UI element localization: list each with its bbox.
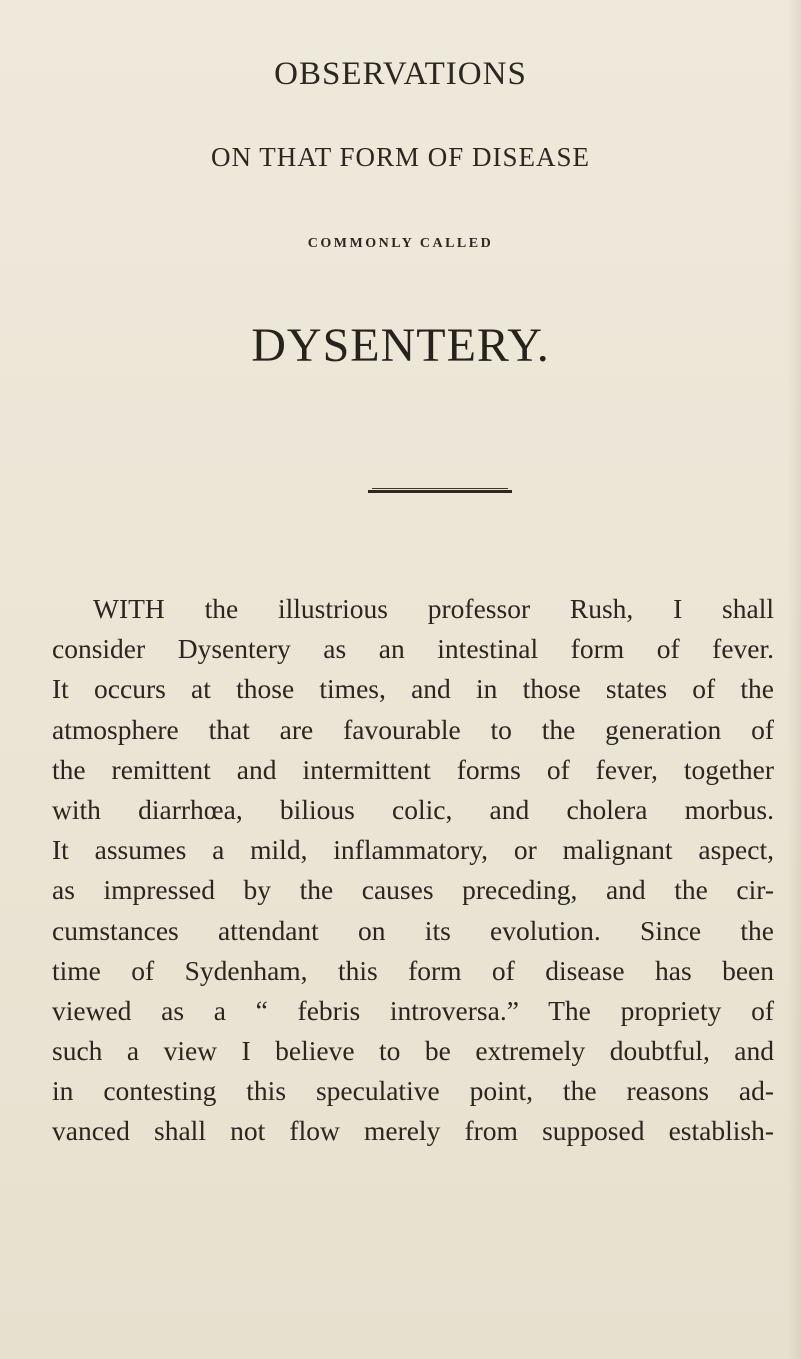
text-line: in contesting this speculative point, the reasons ad- <box>52 1075 774 1107</box>
ornamental-rule <box>368 488 512 493</box>
title-dysentery: DYSENTERY. <box>251 319 550 372</box>
text-line: It occurs at those times, and in those states of the <box>52 673 774 705</box>
text-line: as impressed by the causes preceding, and the cir- <box>52 874 774 906</box>
text-line: consider Dysentery as an intestinal form of fever. <box>52 633 774 665</box>
text-line: such a view I believe to be extremely doubtful, and <box>52 1035 774 1067</box>
text-line: vanced shall not flow merely from supposed establish- <box>52 1115 774 1147</box>
text-line: time of Sydenham, this form of disease has been <box>52 954 774 986</box>
title-observations: OBSERVATIONS <box>274 56 527 92</box>
connector-commonly-called: COMMONLY CALLED <box>307 236 494 251</box>
text-line: cumstances attendant on its evolution. Since the <box>52 914 774 946</box>
text-line: the remittent and intermittent forms of fever, together <box>52 753 774 785</box>
rule-thick-line <box>368 490 512 493</box>
text-line: atmosphere that are favourable to the generation of <box>52 713 774 745</box>
subtitle-form-of-disease: ON THAT FORM OF DISEASE <box>210 142 591 172</box>
text-line: viewed as a “ febris introversa.” The propriety of <box>52 994 774 1026</box>
text-line: with diarrhœa, bilious colic, and cholera morbus. <box>52 793 774 825</box>
text-line: It assumes a mild, inflammatory, or malignant aspect, <box>52 834 774 866</box>
body-paragraph <box>52 589 774 1152</box>
rule-thin-line <box>372 488 508 489</box>
text-line: WITH the illustrious professor Rush, I shall <box>93 593 774 624</box>
page-edge-shadow <box>787 0 801 1359</box>
